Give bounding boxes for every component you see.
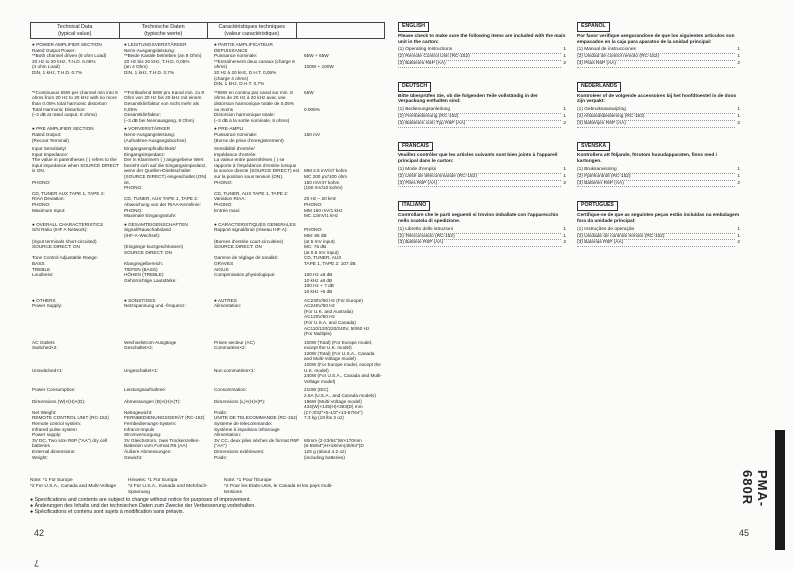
spec-cell-v: 100W (Total) (For Europe model, except the U.K. model) 120W (Total) (For U.S.A., Canada and Multi-Voltage model) 100W (For Europe model, except the U.K. model) 240W (For U.S.A., Canada and Multi-Voltage model): [304, 339, 382, 384]
model-name: PMA-680R: [740, 470, 770, 508]
spec-row: [30, 146, 385, 219]
language-label: ESPAÑOL: [577, 22, 610, 32]
contents-item: [577, 54, 740, 61]
item-quantity: 1: [563, 113, 566, 119]
item-quantity: 1: [737, 113, 740, 119]
footnotes: [30, 478, 385, 495]
contents-item: [398, 114, 566, 121]
spec-cell-v: 210W (IEC) 2.6A (U.S.A., and Canada models) 196W (Multi-Voltage model) 434(W)×145(H)×363(D) mm (17-3/32"×5-1/2"×13-57/64") 7.3 kg (19 lbs 2 oz) 60mm (2-23/64")W×170mm (6-55/64")H×18mm(45/64")D 125 g (about 4.2 oz) (including batteries): [304, 387, 376, 460]
contents-intro: Por favor verifique asegurandose de que los siguientes articulos son empacados en la caja para aparatos de la unidad principal:: [577, 33, 735, 45]
item-label: (1) Bruksanvisning: [577, 167, 735, 174]
item-quantity: 1: [737, 226, 740, 232]
disclaimer-de: ● Änderungen des Inhalts und der technischen Daten zum Zwecke der Verbesserung vorbehalten.: [30, 503, 256, 510]
spec-cell-en: ● POWER AMPLIFIER SECTION Rated Output Power: **Both channel driven (8 ohm Load) 20 Hz to 20 kHz, T.H.D. 0.05% (4 ohm Load) DIN, 1 kHz, T.H.D. 0.7%: [32, 42, 107, 75]
spec-row: [30, 126, 385, 143]
language-label: NEDERLANDS: [577, 82, 621, 92]
contents-item: [577, 167, 740, 174]
item-quantity: 1: [563, 107, 566, 113]
item-label: (2) Fjärrkontroll (RC-152): [577, 174, 735, 181]
spec-row: [30, 222, 385, 295]
spec-cell-de: ● VORVERSTÄRKER Nenn-Ausgangsleistung: (Aufnahme-Ausgangsbuchse): [124, 126, 187, 143]
item-quantity: 2: [737, 120, 740, 126]
item-label: (2) Telecomando (RC-152): [398, 234, 561, 241]
disclaimer-list: [30, 497, 400, 516]
contents-item: [398, 167, 566, 174]
page-number-left: 42: [34, 528, 45, 538]
item-quantity: 2: [563, 60, 566, 66]
page-corner-mark: 7: [34, 558, 40, 568]
contents-section: [577, 201, 740, 247]
item-label: (3) Piles R6P (AA): [398, 181, 561, 188]
spec-row: [30, 42, 385, 87]
item-quantity: 2: [563, 240, 566, 246]
item-quantity: 2: [563, 120, 566, 126]
item-label: (2) Unité de télécommande (RC-152): [398, 174, 561, 181]
contents-section: [577, 82, 740, 128]
contents-item: [577, 121, 740, 128]
contents-item: [577, 114, 740, 121]
header-french: Caractéristiques techniques (valeur caractéristique): [208, 23, 297, 38]
item-label: (3) Batterie R6P (AA): [398, 240, 561, 247]
item-quantity: 1: [737, 173, 740, 179]
item-label: (3) Batterien vom Typ R6P (AA): [398, 121, 561, 128]
item-quantity: 1: [737, 166, 740, 172]
item-label: (3) Batteries R6P (AA): [398, 61, 561, 68]
item-quantity: 2: [737, 60, 740, 66]
contents-item: [577, 61, 740, 68]
spec-cell-fr: Prises secteur (AC) Commutées×2: Non commutées×1:: [214, 339, 255, 373]
spec-rows: [30, 42, 385, 460]
spec-header: [30, 22, 385, 39]
spec-cell-fr: **65W en continu par canal sur min. 8 ohms de 20 Hz à 20 kHz avec une distorsion harmonique totale de 0,05% ou moins Distorsion harmonique totale: (–3 dB à la sortie nominale, 8 ohms): [214, 89, 294, 123]
contents-item: [577, 240, 740, 247]
contents-intro: Bitte überprüfen Sie, ob die folgenden Teile vollständig in der Verpackung enthalten sind:: [398, 93, 538, 105]
item-quantity: 1: [737, 233, 740, 239]
spec-cell-de: ● SONSTIGES Netzspannung und -frequenz:: [124, 297, 186, 309]
item-quantity: 1: [737, 47, 740, 53]
header-english: Technical Data (typical value): [31, 23, 120, 38]
item-label: (2) Remote Control Unit (RC-152): [398, 54, 561, 61]
spec-table: [30, 22, 385, 460]
contents-section: [398, 201, 566, 247]
contents-intro: Certifique-se de que as seguintes peças estão incluídas na embalagem fora da unidade principal:: [577, 213, 740, 224]
spec-cell-fr: ● PRE-AMPLI Puissance nominale: (Borne de prise d'enregistrement): [214, 126, 284, 143]
language-label: DEUTSCH: [398, 82, 431, 92]
spec-row: [30, 298, 385, 337]
header-values: [297, 23, 385, 38]
spec-cell-en: AC Outlets Switched×2: Unswitched×1:: [32, 339, 63, 373]
item-quantity: 1: [563, 47, 566, 53]
item-label: (1) Bedienungsanleitung: [398, 107, 561, 114]
contents-item: [398, 240, 566, 247]
item-label: (3) Batterijen R6P (AA): [577, 121, 735, 128]
item-quantity: 1: [737, 54, 740, 60]
item-label: (3) Batterier R6P (AA): [577, 181, 735, 188]
spec-cell-fr: ● PARTIE AMPLIFICATEUR DEPUISSANCE Puissance nominale: **Entraînement deux canaux (charge 8 ohms) 20 Hz à 20 kHz, D.H.T. 0,05% (charge 4 ohms) DIN, 1 kHz, D.H.T. 0,7%: [214, 42, 295, 87]
spec-cell-en: ● OTHERS Power Supply:: [32, 297, 63, 309]
contents-intro: Kontrollera att följande, förutom huvudapparaten, finns med i kartongen.: [577, 153, 717, 165]
item-label: (1) Manual de instrucciones: [577, 47, 735, 54]
spec-cell-fr: Consommation: Dimensions (L)×(H)×(P): Poids: UNITE DE TELECOMMANDE (RC-152) Systeme de telecommande: Système à impulsion infrarouge Alimentation: 3V CC, deux piles sèches de format R6P ("AA") Dimensions extérieures: Poids:: [214, 387, 300, 460]
disclaimer-en: ● Specifications and contents are subject to change without notice for purposes of improvement.: [30, 497, 251, 503]
spec-cell-de: Leistungsaufnahme: Abmessungen (B)×(H)×(T): Nettogewicht: FERNBEDIENUNGSGERÄT (RC-152) Fernbedienungs-System: Infrarot-Impuls Stromversorgung: 3V Gleichstrom, zwei Trockenzellen-Batterien vom Format R6 (AA) Äußere Abmessungen: Gewicht:: [124, 387, 205, 460]
item-quantity: 1: [563, 173, 566, 179]
spec-row: [30, 340, 385, 385]
contents-intro: Controllare che le parti seguenti si trovino imballate con l'apparecchio nello scatola di spedizione.: [398, 213, 559, 224]
page-number-right: 45: [739, 528, 750, 538]
item-quantity: 1: [737, 107, 740, 113]
contents-section: [398, 22, 566, 68]
item-label: (1) Mode d'emploi: [398, 167, 561, 174]
item-label: (2) Fernbedienung (RC-152): [398, 114, 561, 121]
model-side-bar: [775, 430, 785, 550]
contents-section: [398, 142, 566, 188]
item-label: (1) Gebruiksaanwijzing: [577, 107, 735, 114]
header-german: Technische Daten (typische werte): [120, 23, 209, 38]
language-label: ITALIANO: [398, 201, 430, 211]
spec-cell-v: 65W 0.005%: [304, 89, 320, 112]
contents-item: [398, 107, 566, 114]
item-quantity: 1: [563, 233, 566, 239]
contents-intro: Please check to make sure the following items are included with the main unit in the carton:: [398, 33, 566, 45]
spec-cell-en: **Continuous 65W per channel min into 8 ohms from 20 Hz to 20 kHz with no more than 0.05% total harmonic distortion Total Harmonic Distortion: (–3 dB at rated output, 8 ohms): [32, 89, 118, 118]
contents-item: [577, 107, 740, 114]
item-quantity: 2: [737, 240, 740, 246]
spec-cell-de: ● LEISTUNGSVERSTÄRKER Nenn-Ausgangsleistung: **Beide Kanäle betrieben (an 8 Ohm) 20 Hz bis 20 kHz, T.H.D. 0,05% (an 4 Ohm) DIN, 1 kHz, T.H.D. 0,7%: [124, 42, 202, 75]
item-label: (2) Unidad de control remoto (RC-152): [577, 54, 735, 61]
contents-column-left: [398, 22, 566, 261]
spec-cell-de: Eingangsempfindlichkeit/ Eingangsimpedanz: Der in Klammern ( ) angegebene Wert bezieht sich auf die Eingangsimpedanz, wenn der Quellen-Direktschalter (SOURCE DIRECT) eingeschaltet (ON) ist. PHONO: CD, TUNER, AUX TAPE 1, TAPE 2: Abweichung von der RIAA-Kennlinie: PHONO: Maximale Eingangsstufe:: [124, 146, 207, 219]
note-german: Hinweis: *1 Für Europa *2 Für U.S.A., Kanada und Mehrfach-Spannung: [128, 478, 208, 495]
spec-cell-de: Wechselstrom-Ausgänge Geschaltet×2: Ungeschaltet×1:: [124, 339, 177, 373]
contents-item: [398, 54, 566, 61]
spec-cell-de: **Fortlaufend 65W pro Kanal min. zu 8 Ohm von 20 Hz bis 20 kHz mit einem Gesamtklirrfaktor von nicht mehr als 0,05% Gesamtklirrfaktor: (–3 dB bei Nennausgang, 8 Ohm): [124, 89, 204, 123]
spec-row: [30, 90, 385, 124]
spec-cell-v: AC230V/50 Hz (For Europe) AC240V/50 Hz (For U.K. and Australia) AC120V/60 Hz (For U.S.A. and Canada) AC110/120/220/240V, 50/60 Hz (For Multiple): [304, 297, 370, 337]
spec-row: [30, 387, 385, 460]
item-quantity: 1: [563, 54, 566, 60]
contents-section: [398, 82, 566, 128]
contents-section: [577, 22, 740, 68]
contents-intro: Kontroleer of de volgende accessoires bij het hoofdtoestel in de doos zijn verpakt:: [577, 93, 737, 105]
contents-item: [398, 227, 566, 234]
spec-cell-en: Power Consumption: Dimensions (W)×(H)×(D): Net Weight: REMOTE CONTROL UNIT (RC-152) Remote control system: Infrared pulse system Power supply: 3V DC, Two size R6P ("AA") dry cell batteries External dimensions: Weight:: [32, 387, 109, 460]
spec-cell-v: 65W + 65W 100W + 100W: [304, 53, 334, 70]
spec-cell-fr: Sensibilité d'entrée/ Impédance d'entrée: La valeur entre parenthèses ( ) se rapporte à l'impédance d'entrée lorsque la source directe (SOURCE DIRECT) est sur la position sous tension (ON). PHONO: CD, TUNER, AUX TAPE 1, TAPE 2: Variation RIAA: PHONO: Entrée maxi:: [214, 146, 300, 213]
note-french: Note: *1 Pour l'Europe *2 Pour les Etats-Unis, le Canada et les pays multi-tensions: [224, 478, 333, 495]
language-label: ENGLISH: [398, 22, 429, 32]
item-quantity: 1: [563, 226, 566, 232]
contents-item: [398, 181, 566, 188]
note-english: Note: *1 For Europe *2 For U.S.A., Canada and Multi-Voltage: [30, 478, 117, 489]
spec-cell-en: ● PRE AMPLIFIER SECTION Rated Output: (Recout Terminal): [32, 126, 94, 143]
spec-cell-fr: ● CARACTERISTIQUES GENERALES Rapport signal/bruit (réseau IHF A): (Bornes d'entrée court-circuitées) SOURCE DIRECT: ON Gamme de réglage de tonalité: GRAVES AIGUS Compensation physiologique:: [214, 221, 296, 278]
contents-intro: Veuillez contrôler que les articles suivants sont bien joints à l'appareil principal dans le carton:: [398, 153, 558, 165]
item-label: (1) Libretto delle istruzioni: [398, 227, 561, 234]
spec-cell-de: ● GESAMTEIGENSCHAFTEN Signal/Rauschabstand (IHF-A-Wechsel): (Eingänge kurzgeschlossen) SOURCE DIRECT: ON Klangregelbereich: TIEFEN (BASS) HÖHEN (TREBLE) Gehörrichtige Lautstärke:: [124, 221, 188, 283]
spec-cell-v: PHONO: MM: 86 dB (at 5 mV input) MC: 76 dB (at 0.5 mV input) CD, TUNER, AUX TAPE 1, TAPE 2: 107 dB 100 Hz ±8 dB 10 kHz ±8 dB 100 Hz + 7 dB 10 kHz +6 dB: [304, 227, 356, 294]
item-quantity: 1: [563, 166, 566, 172]
contents-section: [577, 142, 740, 188]
spec-cell-v: 150 mV: [304, 131, 321, 137]
item-label: (2) Unidade de controle remoto (RC-152): [577, 234, 735, 241]
item-quantity: 2: [737, 180, 740, 186]
disclaimer-fr: ● Spécifications et contenu sont sujets à modification sans préavis.: [30, 509, 184, 516]
language-label: PORTUGUÊS: [577, 201, 618, 211]
item-label: (1) Instruções de operação: [577, 227, 735, 234]
contents-item: [398, 61, 566, 68]
language-label: SVENSKA: [577, 142, 610, 152]
item-label: (3) Pilas R6P (AA): [577, 61, 735, 68]
spec-cell-fr: ● AUTRES Alimentation:: [214, 297, 242, 309]
contents-item: [398, 121, 566, 128]
item-label: (3) Baterias R6P (AA): [577, 240, 735, 247]
contents-item: [577, 181, 740, 188]
contents-item: [398, 174, 566, 181]
contents-column-right: [577, 22, 740, 261]
contents-item: [577, 174, 740, 181]
spec-cell-v: MM 2.5 mV/47 kohm MC 200 µV/100 ohm 150 mV/47 kohm (150 mV/10 kohm) 20 Hz – 20 kHz PHONO: MM 160 mV/1 kHz MC 12mV/1 kHz: [304, 168, 348, 219]
spec-cell-en: ● OVERALL CHARACTERISTICS S/N Ratio (IHF A Network): (Input terminals short-circuited) SOURCE DIRECT: ON Tone Control Adjustable Range: BASS TREBLE Loudness:: [32, 221, 104, 278]
language-label: FRANCAIS: [398, 142, 433, 152]
contents-item: [577, 227, 740, 234]
spec-cell-en: Input Sensitivity/ Input Impedance: The value in parentheses ( ) refers to the input impedance when SOURCE DIRECT is ON. PHONO: CD, TUNER AUX TAPE 1, TAPE 2: RIAA Deviation: PHONO: Maximum Input:: [32, 146, 119, 213]
item-label: (1) Operating Instructions: [398, 47, 561, 54]
item-label: (2) Afstandsbediening (RC-152): [577, 114, 735, 121]
item-quantity: 2: [563, 180, 566, 186]
